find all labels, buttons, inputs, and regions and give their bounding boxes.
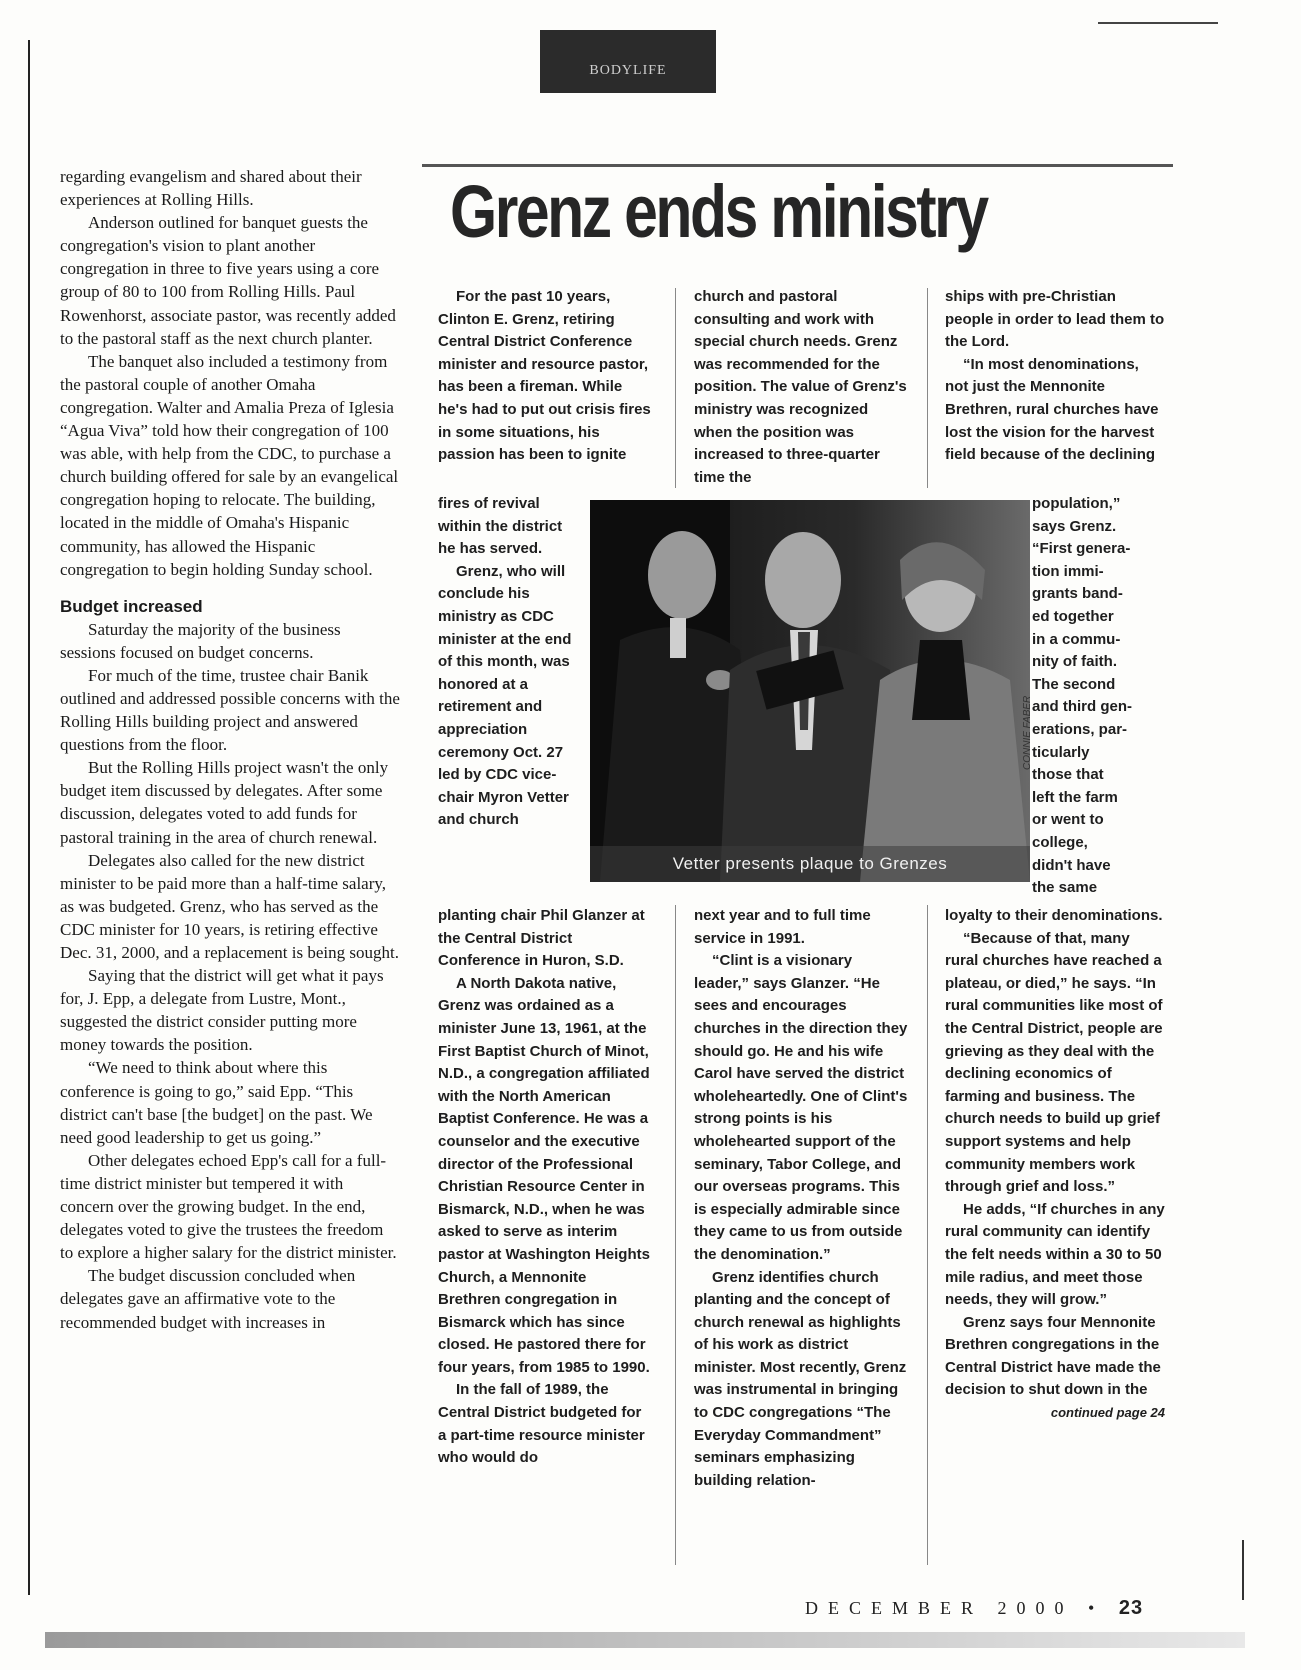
paragraph: Delegates also called for the new district minister to be paid more than a half-time salary, as was budgeted. Grenz, who has served as the CDC minister for 10 years, is retiring effective Dec. 31, 2000, and a replacement is being sought. — [60, 850, 399, 962]
top-right-rule — [1098, 22, 1218, 24]
page-number: 23 — [1118, 1597, 1144, 1619]
paragraph: planting chair Phil Glanzer at the Central District Conference in Huron, S.D. — [438, 907, 645, 970]
paragraph: But the Rolling Hills project wasn't the only budget item discussed by delegates. After some discussion, delegates voted to add funds for pastoral training in the area of church renewal. — [60, 758, 389, 847]
wrap-line: nity of faith. — [1032, 653, 1117, 671]
footer-bullet: • — [1088, 1598, 1105, 1618]
continued-note: continued page 24 — [1050, 1405, 1165, 1421]
paragraph: In the fall of 1989, the Central District budgeted for a part-time resource minister who would do — [438, 1381, 645, 1467]
wrap-line: erations, par- — [1032, 720, 1128, 738]
paragraph: The budget discussion concluded when delegates gave an affirmative vote to the recommended budget with increases in — [60, 1266, 356, 1332]
wrap-line: “First genera- — [1032, 540, 1131, 558]
wrap-line: says Grenz. — [1032, 517, 1117, 535]
paragraph: Grenz says four Mennonite Brethren congregations in the Central District have made the decision to shut down in the — [945, 1313, 1161, 1399]
subhead: Budget increased — [60, 596, 203, 616]
paragraph: fires of revival within the district he has served. — [438, 495, 563, 558]
right-margin-rule — [1242, 1540, 1244, 1600]
wrap-line: population,” — [1032, 495, 1121, 512]
wrap-line: ed together — [1032, 607, 1114, 625]
wrap-line: college, — [1032, 833, 1088, 851]
article-col3-top — [945, 286, 1165, 467]
paragraph: “Because of that, many rural churches have reached a plateau, or died,” he says. “In rural communities like most of the Central District, people are grieving as they deal with the declining economics of farming and business. The church needs to build up grief support systems and help community members work through grief and loss.” — [945, 929, 1163, 1196]
headline: Grenz ends ministry — [450, 170, 987, 253]
article-col1-bottom — [438, 905, 653, 1470]
paragraph: ships with pre-Christian people in order to lead them to the Lord. — [945, 288, 1165, 351]
article-col1-wrap — [438, 493, 578, 832]
paragraph: He adds, “If churches in any rural community can identify the felt needs within a 30 to 50 mile radius, and meet those needs, they will grow.” — [945, 1200, 1165, 1309]
paragraph: Grenz identifies church planting and the concept of church renewal as highlights of his work as district minister. Most recently, Grenz was instrumental in bringing to CDC congregations “The Everyday Commandment” seminars emphasizing building relation- — [694, 1268, 907, 1489]
paragraph: loyalty to their denominations. — [945, 907, 1163, 924]
paragraph: Other delegates echoed Epp's call for a full-time district minister but tempered it with concern over the growing budget. In the end, delegates voted to give the trustees the freedom to explore a higher salary for the district minister. — [60, 1150, 397, 1263]
wrap-line: didn't have — [1032, 856, 1111, 874]
paragraph: Anderson outlined for banquet guests the congregation's vision to plant another congregation in three to five years using a core group of 80 to 100 from Rolling Hills. Paul Rowenhorst, associate pastor, was recently added to the pastoral staff as the next church planter. — [60, 213, 396, 348]
article-col3-wrap — [1032, 493, 1172, 900]
page-footer — [805, 1597, 1143, 1620]
paragraph: church and pastoral consulting and work with special church needs. Grenz was recommended for the position. The value of Grenz's ministry was recognized when the position was increased to three-quarter time the — [694, 288, 907, 486]
bottom-bar — [45, 1632, 1245, 1648]
paragraph: next year and to full time service in 1991. — [694, 907, 871, 947]
article-top-rule — [422, 164, 1173, 167]
photo-illustration — [590, 500, 1030, 882]
wrap-line: or went to — [1032, 811, 1104, 829]
section-label: BODYLIFE — [589, 62, 667, 78]
wrap-line: The second — [1032, 675, 1116, 693]
column-divider — [927, 288, 928, 488]
article-col1-top — [438, 286, 653, 467]
footer-date: DECEMBER 2000 — [805, 1598, 1074, 1618]
paragraph: A North Dakota native, Grenz was ordained as a minister June 13, 1961, at the First Baptist Church of Minot, N.D., a congregation affiliated with the North American Baptist Conference. He was a counselor and the executive director of the Professional Christian Resource Center in Bismarck, N.D., when he was asked to serve as interim pastor at Washington Heights Church, a Mennonite Brethren congregation in Bismarck which has since closed. He pastored there for four years, from 1985 to 1990. — [438, 974, 650, 1376]
article-photo — [590, 500, 1030, 882]
paragraph: “We need to think about where this conference is going to go,” said Epp. “This district can't base [the budget] on the past. We need good leadership to get us going.” — [60, 1058, 373, 1147]
paragraph: The banquet also included a testimony from the pastoral couple of another Omaha congregation. Walter and Amalia Preza of Iglesia “Agua Viva” told how their congregation of 100 was able, with help from the CDC, to purchase a church building offered for sale by an evangelical congregation hoping to relocate. The building, located in the middle of Omaha's Hispanic community, has allowed the Hispanic congregation to begin holding Sunday school. — [60, 351, 399, 579]
paragraph: For much of the time, trustee chair Banik outlined and addressed possible concerns with the Rolling Hills building project and answered questions from the floor. — [60, 665, 400, 755]
paragraph: “Clint is a visionary leader,” says Glanzer. “He sees and encourages churches in the direction they should go. He and his wife Carol have served the district wholeheartedly. One of Clint's strong points is his wholehearted support of the seminary, Tabor College, and our overseas programs. This is especially admirable since they came to us from outside the denomination.” — [694, 952, 908, 1263]
column-divider — [675, 288, 676, 488]
article-col3-bottom — [945, 905, 1165, 1425]
wrap-line: in a commu- — [1032, 630, 1121, 648]
paragraph: Saturday the majority of the business sessions focused on budget concerns. — [60, 619, 341, 662]
wrap-line: and third gen- — [1032, 698, 1132, 716]
section-header — [540, 30, 716, 93]
paragraph: For the past 10 years, Clinton E. Grenz, retiring Central District Conference minister and resource pastor, has been a fireman. While he's had to put out crisis fires in some situations, his passion has been to ignite — [438, 288, 651, 464]
left-margin-rule — [28, 40, 30, 1595]
wrap-line: left the farm — [1032, 788, 1118, 806]
paragraph: regarding evangelism and shared about their experiences at Rolling Hills. — [60, 167, 362, 210]
paragraph: “In most denominations, not just the Mennonite Brethren, rural churches have lost the vision for the harvest field because of the declining — [945, 355, 1159, 464]
article-col2-top — [694, 286, 909, 489]
wrap-line: those that — [1032, 766, 1104, 784]
wrap-line: the same — [1032, 879, 1098, 897]
paragraph: Grenz, who will conclude his ministry as CDC minister at the end of this month, was honored at a retirement and appreciation ceremony Oct. 27 led by CDC vice-chair Myron Vetter and church — [438, 562, 572, 829]
photo-credit: CONNIE FABER — [1022, 695, 1033, 770]
article-col2-bottom — [694, 905, 909, 1492]
column-divider — [675, 905, 676, 1565]
paragraph: Saying that the district will get what it pays for, J. Epp, a delegate from Lustre, Mont., suggested the district consider putting more money towards the position. — [60, 966, 384, 1055]
wrap-line: ticularly — [1032, 743, 1090, 761]
left-column — [60, 165, 400, 1334]
wrap-line: grants band- — [1032, 585, 1123, 603]
wrap-line: tion immi- — [1032, 562, 1104, 580]
column-divider — [927, 905, 928, 1565]
photo-caption: Vetter presents plaque to Grenzes — [590, 846, 1030, 882]
